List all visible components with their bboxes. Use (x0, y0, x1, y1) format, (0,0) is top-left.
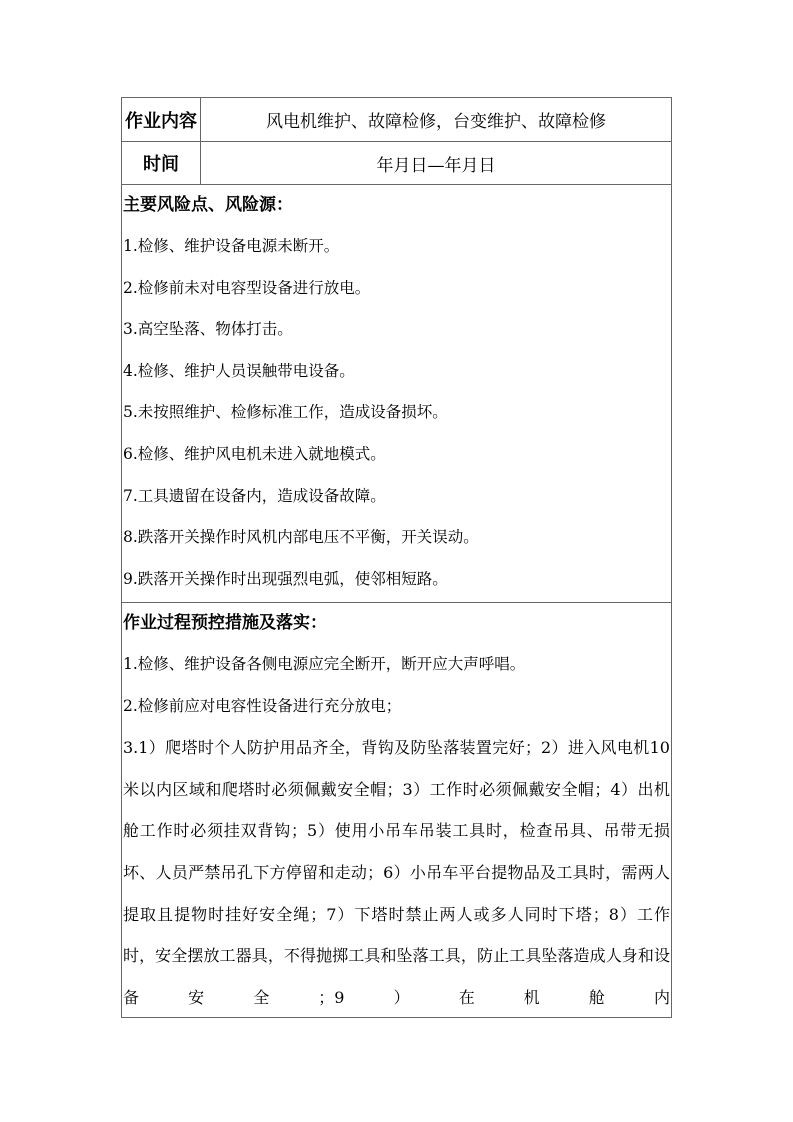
work-table (121, 97, 672, 1018)
risk-item: 8.跌落开关操作时风机内部电压不平衡，开关误动。 (123, 528, 479, 547)
work-content-value: 风电机维护、故障检修，台变维护、故障检修 (266, 112, 606, 132)
risk-item: 6.检修、维护风电机未进入就地模式。 (123, 444, 386, 463)
risk-item: 3.高空坠落、物体打击。 (123, 320, 293, 339)
measure-item: 1.检修、维护设备各侧电源应完全断开，断开应大声呼唱。 (123, 655, 526, 673)
work-content-label: 作业内容 (122, 98, 201, 141)
measure-item: 2.检修前应对电容性设备进行充分放电； (123, 696, 402, 715)
risk-item: 9.跌落开关操作时出现强烈电弧，使邻相短路。 (123, 569, 448, 588)
time-label: 时间 (122, 142, 201, 184)
time-row (122, 142, 671, 185)
risk-item: 1.检修、维护设备电源未断开。 (123, 237, 340, 255)
measures-section (122, 603, 671, 1017)
risks-title: 主要风险点、风险源： (123, 195, 293, 215)
risk-item: 2.检修前未对电容型设备进行放电。 (123, 278, 371, 297)
measure-paragraph: 3.1）爬塔时个人防护用品齐全，背钩及防坠落装置完好；2）进入风电机10米以内区域和爬塔时必须佩戴安全帽；3）工作时必须佩戴安全帽；4）出机舱工作时必须挂双背钩；5）使用小吊车吊装工具时，检查吊具、吊带无损坏、人员严禁吊孔下方停留和走动；6）小吊车平台提物品及工具时，需两人提取且提物时挂好安全绳；7）下塔时禁止两人或多人同时下塔；8）工作时，安全摆放工器具，不得抛掷工具和坠落工具，防止工具坠落造成人身和设备安全；9）在机舱内 (123, 738, 670, 1007)
work-content-row (122, 98, 671, 142)
risk-item: 4.检修、维护人员误触带电设备。 (123, 361, 355, 380)
risk-item: 7.工具遗留在设备内，造成设备故障。 (123, 486, 386, 505)
time-value: 年月日—年月日 (376, 155, 496, 176)
risk-item: 5.未按照维护、检修标准工作，造成设备损坏。 (123, 403, 448, 422)
measures-title: 作业过程预控措施及落实： (123, 613, 327, 633)
risks-section (122, 185, 671, 603)
